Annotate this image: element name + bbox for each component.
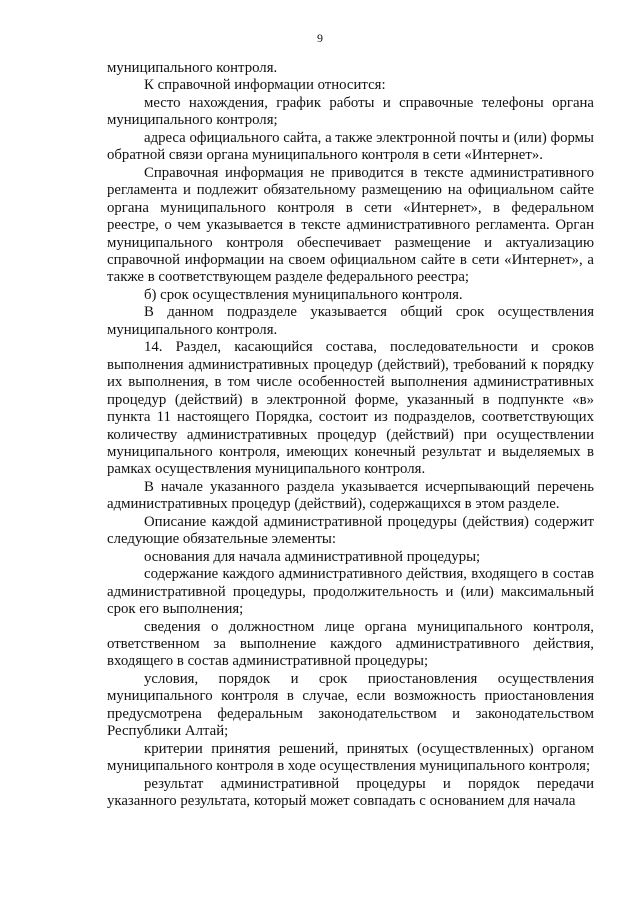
paragraph: Описание каждой административной процедуры (действия) содержит следующие обязательные элементы:	[107, 513, 594, 548]
paragraph: муниципального контроля.	[107, 60, 278, 76]
paragraph: 14. Раздел, касающийся состава, последовательности и сроков выполнения административных процедур (действий), требований к порядку их выполнения, в том числе особенностей выполнения административных процедур (действий) в электронной форме, указанный в подпункте «в» пункта 11 настоящего Порядка, состоит из подразделов, соответствующих количеству административных процедур (действий) при осуществлении муниципального контроля, имеющих конечный результат и выделяемых в рамках осуществления муниципального контроля.	[107, 339, 594, 478]
page-number: 9	[317, 31, 323, 45]
paragraph: В начале указанного раздела указывается исчерпывающий перечень административных процедур (действий), содержащихся в этом разделе.	[107, 478, 594, 513]
paragraph: Справочная информация не приводится в тексте административного регламента и подлежит обязательному размещению на официальном сайте органа муниципального контроля в сети «Интернет», в федеральном реестре, о чем указывается в тексте административного регламента. Орган муниципального контроля обеспечивает размещение и актуализацию справочной информации на своем официальном сайте в сети «Интернет», а также в соответствующем разделе федерального реестра;	[107, 164, 594, 286]
paragraph: В данном подразделе указывается общий срок осуществления муниципального контроля.	[107, 304, 594, 338]
paragraph: основания для начала административной процедуры;	[144, 548, 481, 565]
paragraph: К справочной информации относится:	[144, 77, 386, 94]
paragraph: адреса официального сайта, а также электронной почты и (или) формы обратной связи органа муниципального контроля в сети «Интернет».	[107, 129, 594, 164]
paragraph: результат административной процедуры и порядок передачи указанного результата, который может совпадать с основанием для начала	[107, 775, 594, 810]
paragraph: критерии принятия решений, принятых (осуществленных) органом муниципального контроля в ходе осуществления муниципального контроля;	[107, 740, 594, 775]
paragraph: условия, порядок и срок приостановления осуществления муниципального контроля в случае, если возможность приостановления предусмотрена федеральным законодательством и законодательством Республики Алтай;	[107, 670, 594, 740]
paragraph: сведения о должностном лице органа муниципального контроля, ответственном за выполнение каждого административного действия, входящего в состав административной процедуры;	[107, 618, 594, 670]
paragraph: содержание каждого административного действия, входящего в состав административной процедуры, продолжительность и (или) максимальный срок его выполнения;	[107, 566, 594, 618]
paragraph: б) срок осуществления муниципального контроля.	[144, 286, 463, 303]
paragraph: место нахождения, график работы и справочные телефоны органа муниципального контроля;	[107, 94, 594, 129]
document-body	[107, 60, 594, 810]
